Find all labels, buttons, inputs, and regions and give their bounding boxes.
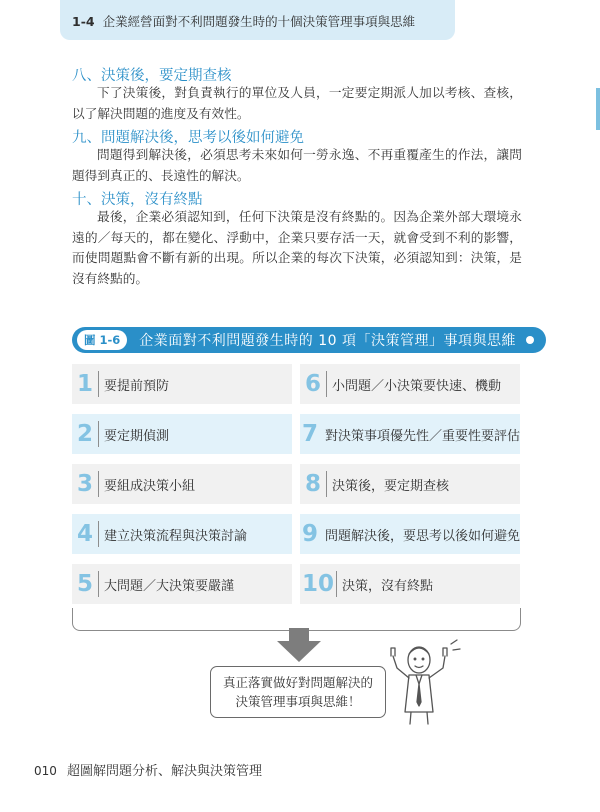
- list-item: [300, 514, 520, 554]
- item-number: 2: [76, 421, 93, 447]
- chapter-title: 企業經營面對不利問題發生時的十個決策管理事項與思維: [102, 14, 416, 29]
- conclusion-line-1: 真正落實做好對問題解決的: [222, 675, 373, 690]
- section-heading-8: 八、決策後，要定期查核: [72, 68, 232, 84]
- page-number: 010: [34, 764, 57, 778]
- item-number: 4: [76, 521, 93, 547]
- item-text: 小問題／小決策要快速、機動: [332, 378, 502, 394]
- item-text: 決策後，要定期查核: [332, 478, 450, 494]
- section-paragraph-9: 問題得到解決後，必須思考未來如何一勞永逸、不再重覆產生的作法，讓問題得到真正的、長遠性的解決。: [72, 147, 522, 183]
- bullet-dot-icon: [526, 336, 534, 344]
- list-item: [72, 364, 292, 404]
- item-text: 對決策事項優先性／重要性要評估: [325, 428, 521, 444]
- list-item: [72, 564, 292, 604]
- businessman-illustration-icon: [383, 634, 463, 726]
- item-number: 6: [304, 371, 321, 397]
- chapter-number: 1-4: [72, 14, 95, 29]
- book-title: 超圖解問題分析、解決與決策管理: [67, 764, 263, 779]
- figure-title: 企業面對不利問題發生時的 10 項「決策管理」事項與思維: [139, 333, 516, 349]
- figure-title-bar: [72, 327, 546, 353]
- item-number: 7: [302, 421, 319, 447]
- section-heading-9: 九、問題解決後，思考以後如何避免: [72, 130, 304, 146]
- list-item: [72, 514, 292, 554]
- figure-label: 圖 1-6: [77, 330, 127, 350]
- item-number: 5: [76, 571, 93, 597]
- item-text: 要提前預防: [104, 378, 170, 394]
- conclusion-box: [210, 666, 386, 718]
- item-number: 8: [304, 471, 321, 497]
- page-footer: [34, 760, 262, 779]
- item-number: 9: [302, 521, 319, 547]
- down-arrow-icon: [274, 628, 324, 664]
- list-item: [300, 564, 520, 604]
- item-text: 建立決策流程與決策討論: [104, 528, 248, 544]
- list-item: [300, 414, 520, 454]
- list-item: [300, 364, 520, 404]
- section-paragraph-10: 最後，企業必須認知到，任何下決策是沒有終點的。因為企業外部大環境永遠的／每天的，都在變化、浮動中，企業只要存活一天，就會受到不利的影響，而使問題點會不斷有新的出現。所以企業的每次下決策，必須認知到：決策，是沒有終點的。: [72, 209, 522, 286]
- item-number: 1: [76, 371, 93, 397]
- item-text: 決策，沒有終點: [342, 578, 434, 594]
- item-number: 3: [76, 471, 93, 497]
- section-paragraph-8: 下了決策後，對負責執行的單位及人員，一定要定期派人加以考核、查核，以了解決問題的進度及有效性。: [72, 85, 522, 121]
- list-item: [72, 464, 292, 504]
- chapter-header-text: [72, 12, 415, 30]
- item-number: 10: [302, 571, 335, 597]
- section-heading-10: 十、決策，沒有終點: [72, 192, 203, 208]
- conclusion-line-2: 決策管理事項與思維！: [235, 694, 361, 709]
- item-text: 大問題／大決策要嚴謹: [104, 578, 235, 594]
- item-text: 要定期偵測: [104, 428, 170, 444]
- item-text: 問題解決後，要思考以後如何避免: [325, 528, 521, 544]
- item-text: 要組成決策小組: [104, 478, 196, 494]
- page-edge-marker: [596, 88, 600, 130]
- list-item: [72, 414, 292, 454]
- list-item: [300, 464, 520, 504]
